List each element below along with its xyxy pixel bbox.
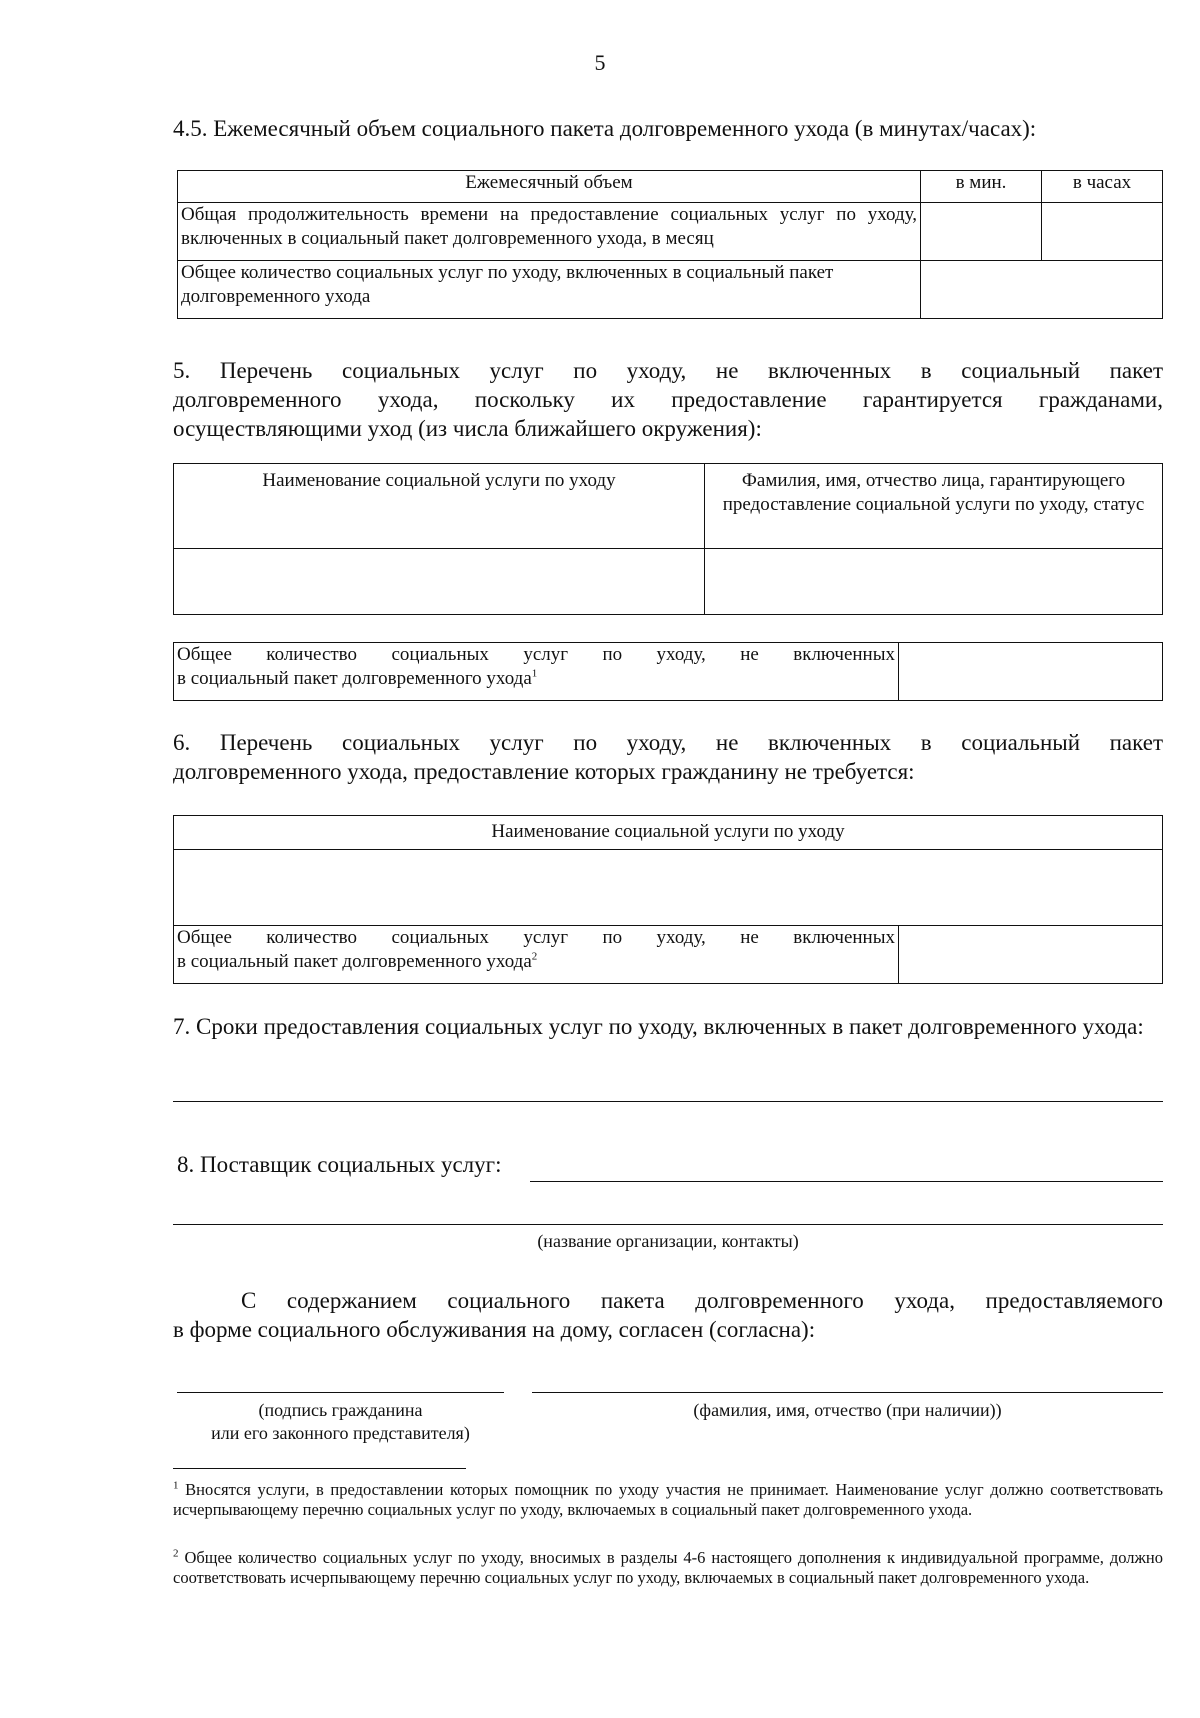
total-count-cell[interactable]: [921, 261, 1163, 319]
footnote-2-mark: 2: [173, 1547, 179, 1560]
section-5-total-value-cell[interactable]: [899, 643, 1163, 701]
row-total-count-label: Общее количество социальных услуг по уходу, включенных в социальный пакет долговременного ухода: [178, 261, 921, 319]
consent-text-line1: С содержанием социального пакета долговременного ухода, предоставляемого: [241, 1288, 1163, 1313]
footnote-ref-1: 1: [531, 667, 538, 680]
col-header-minutes: в мин.: [921, 171, 1042, 203]
section-5-total-table: [173, 642, 1163, 701]
section-7-heading: 7. Сроки предоставления социальных услуг по уходу, включенных в пакет долговременного ухода:: [173, 1014, 1144, 1039]
col-header-hours: в часах: [1042, 171, 1163, 203]
section-6-heading-line1: 6. Перечень социальных услуг по уходу, не включенных в социальный пакет: [173, 730, 1163, 755]
signature-line[interactable]: [177, 1392, 504, 1393]
section-7-input-line[interactable]: [173, 1101, 1163, 1102]
consent-text-line2: в форме социального обслуживания на дому, согласен (согласна):: [173, 1317, 816, 1342]
section-5-total-line2: в социальный пакет долговременного ухода: [177, 668, 532, 689]
col-header-service-name-6: Наименование социальной услуги по уходу: [174, 816, 1163, 850]
full-name-line[interactable]: [532, 1392, 1163, 1393]
section-6-heading-line2: долговременного ухода, предоставление которых гражданину не требуется:: [173, 759, 915, 784]
section-6-total-line2: в социальный пакет долговременного ухода: [177, 951, 532, 972]
section-5-heading-line2: долговременного ухода, поскольку их предоставление гарантируется гражданами,: [173, 387, 1163, 412]
section-4-5-heading: 4.5. Ежемесячный объем социального пакета долговременного ухода (в минутах/часах):: [173, 116, 1037, 141]
col-header-service-name: Наименование социальной услуги по уходу: [174, 464, 705, 549]
footnote-separator: [173, 1468, 466, 1469]
row-total-duration-label: Общая продолжительность времени на предоставление социальных услуг по уходу, включенных в социальный пакет долговременного ухода, в месяц: [178, 203, 921, 261]
section-5-total-label: [174, 643, 899, 701]
section-6-total-value-cell[interactable]: [899, 926, 1163, 984]
col-header-guarantor-name: Фамилия, имя, отчество лица, гарантирующего предоставление социальной услуги по уходу, статус: [705, 464, 1163, 549]
signature-caption-line2: или его законного представителя): [211, 1423, 470, 1443]
page-number: 5: [594, 50, 606, 75]
guarantor-name-cell[interactable]: [705, 549, 1163, 615]
col-header-monthly-volume: Ежемесячный объем: [178, 171, 921, 203]
section-5-heading-line3: осуществляющими уход (из числа ближайшего окружения):: [173, 416, 762, 441]
section-5-total-line1: Общее количество социальных услуг по уходу, не включенных: [177, 644, 895, 665]
signature-caption-line1: (подпись гражданина: [258, 1400, 423, 1420]
supplier-caption: (название организации, контакты): [537, 1231, 799, 1251]
footnote-ref-2: 2: [531, 950, 538, 963]
section-8-heading: 8. Поставщик социальных услуг:: [177, 1152, 502, 1177]
footnote-2: [173, 1548, 1163, 1588]
section-6-total-line1: Общее количество социальных услуг по уходу, не включенных: [177, 927, 895, 948]
footnote-1-mark: 1: [173, 1479, 179, 1492]
service-name-cell[interactable]: [174, 549, 705, 615]
supplier-input-line[interactable]: [530, 1181, 1163, 1182]
full-name-caption: (фамилия, имя, отчество (при наличии)): [693, 1400, 1002, 1420]
caregiver-services-table: [173, 463, 1163, 615]
not-required-services-table: [173, 815, 1163, 984]
section-5-heading-line1: 5. Перечень социальных услуг по уходу, не включенных в социальный пакет: [173, 358, 1163, 383]
section-6-total-label: [174, 926, 899, 984]
not-required-service-cell[interactable]: [174, 850, 1163, 926]
monthly-volume-table: [177, 170, 1163, 319]
footnote-1-text: Вносятся услуги, в предоставлении которых помощник по уходу участия не принимает. Наименование услуг должно соответствовать исчерпывающему перечню социальных услуг по уходу, включаемых в социальный пакет долговременного ухода.: [173, 1480, 1163, 1519]
supplier-input-line-2[interactable]: [173, 1224, 1163, 1225]
total-duration-hours-cell[interactable]: [1042, 203, 1163, 261]
total-duration-minutes-cell[interactable]: [921, 203, 1042, 261]
footnote-2-text: Общее количество социальных услуг по уходу, вносимых в разделы 4-6 настоящего дополнения к индивидуальной программе, должно соответствовать исчерпывающему перечню социальных услуг по уходу, включаемых в социальный пакет долговременного ухода.: [173, 1548, 1163, 1587]
footnote-1: [173, 1480, 1163, 1520]
